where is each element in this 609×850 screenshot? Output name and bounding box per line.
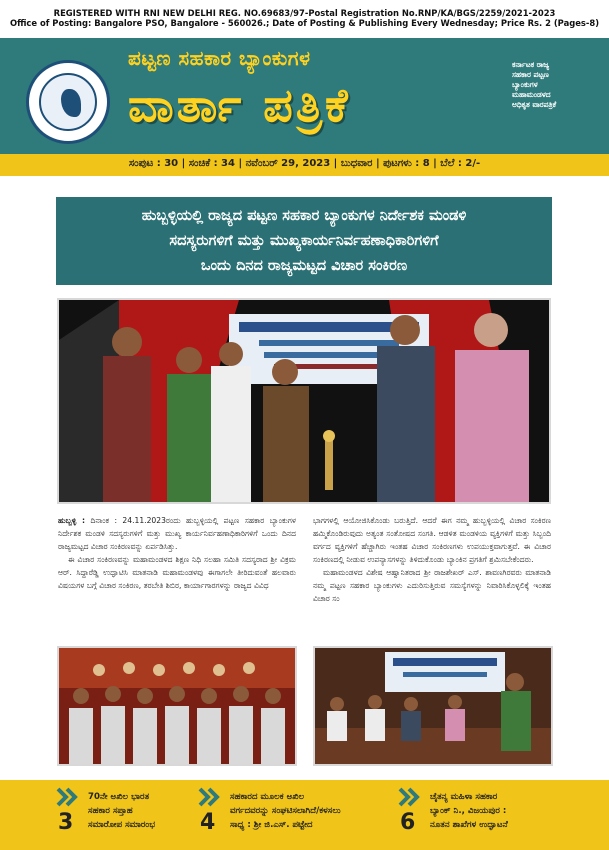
article-paragraph: ಮಹಾಮಂಡಳದ ವಿಶೇಷ ಆಹ್ವಾನಿತರಾದ ಶ್ರೀ ರಾಜಶೇಖರ್ ಎಸ್. ಶಾವಣಗಿರವರು ಮಾತನಾಡಿ ನಮ್ಮ ಪಟ್ಟಣ ಸಹಕಾರ ಬ್ಯಾಂಕುಗಳು ಎದುರಿಸುತ್ತಿರುವ ಸಮಸ್ಯೆಗಳನ್ನು ನಿವಾರಿಸಿಕೊಳ್ಳಲಿಕ್ಕೆ ಇಂತಹ ವಿಚಾರ ಸಂ (313, 568, 551, 603)
footer-item-line: ಸಮಾರೋಪ ಸಮಾರಂಭ (88, 820, 156, 830)
footer-item-line: 70ನೇ ಅಖಿಲ ಭಾರತ (88, 792, 150, 802)
masthead-subtitle: ಪಟ್ಟಣ ಸಹಕಾರ ಬ್ಯಾಂಕುಗಳ (128, 46, 311, 70)
chevron-right-icon (56, 787, 80, 807)
dais-photo (313, 646, 553, 766)
chevron-right-icon (198, 787, 222, 807)
footer-item-line: ನೂತನ ಶಾಖೆಗಳ ಉದ್ಘಾಟನೆ (430, 820, 508, 830)
article-column-left (58, 514, 296, 592)
speaker-dais-photo (315, 648, 551, 764)
federation-seal-logo (26, 60, 110, 144)
footer-item-line: ಸಹಕಾರ ಸಪ್ತಾಹ (88, 806, 133, 816)
footer-item-line: ಸಾಧ್ಯ : ಶ್ರೀ ಜಿ.ಎಸ್. ಪಟ್ಟೇದ (230, 820, 313, 830)
article-paragraph: ಭಾಗಗಳಲ್ಲಿ ಆಯೋಜಿಸಿಕೊಂಡು ಬರುತ್ತಿದೆ. ಆದರೆ ಈಗ ನಮ್ಮ ಹುಬ್ಬಳ್ಳಿಯಲ್ಲಿ ವಿಚಾರ ಸಂಕಿರಣ ಹಮ್ಮಿಕೊಂಡಿರುವುದು ಅತ್ಯಂತ ಸಂತೋಷದ ಸಂಗತಿ. ಆಡಳಿತ ಮಂಡಳಿಯ ವ್ಯಕ್ತಿಗಳಿಗೆ ಮತ್ತು ಸಿಬ್ಬಂದಿ ವರ್ಗದ ವ್ಯಕ್ತಿಗಳಿಗೆ ಹೆಚ್ಚಾಗಿರು ಇಂತಹ ವಿಚಾರ ಸಂಕಿರಣಗಳು ಉಪಯುಕ್ತವಾಗುತ್ತವೆ. ಈ ವಿಚಾರ ಸಂಕಿರಣದಲ್ಲಿ ನೀಡುವ ಉಪನ್ಯಾಸಗಳನ್ನು ತಿಳಿದುಕೊಂಡು ಬ್ಯಾಂಕಿನ ಪ್ರಗತಿಗೆ ಶ್ರಮಿಸಬೇಕೆಂದರು. (313, 516, 551, 564)
footer-item-line: ವರ್ಗದವರನ್ನು ಸಂಘಟಿಸಲಾಗಿದೆ/ಕಳಸಲು (230, 806, 341, 816)
masthead-title: ವಾರ್ತಾ ಪತ್ರಿಕೆ (128, 78, 351, 132)
footer-item-page-number: 4 (200, 810, 216, 835)
chevron-right-icon (398, 787, 422, 807)
masthead-side-note (512, 60, 604, 110)
seal-inner-circle (39, 73, 97, 131)
registration-line-2: Office of Posting: Bangalore PSO, Bangalore - 560026.; Date of Posting & Publishing Every Wednesday; Price Rs. 2 (Pages-8) (9, 18, 600, 28)
footer-item-page-number: 3 (58, 810, 74, 835)
footer-item-line: ಸಹಕಾರದ ಮೂಲಕ ಅಖಿಲ (230, 792, 305, 802)
headline-line-3: ಒಂದು ದಿನದ ರಾಜ್ಯಮಟ್ಟದ ವಿಚಾರ ಸಂಕಿರಣ (200, 258, 408, 274)
article-column-right (313, 514, 551, 605)
article-paragraph: ಈ ವಿಚಾರ ಸಂಕಿರಣವನ್ನು ಮಹಾಮಂಡಳದ ಶಿಕ್ಷಣ ನಿಧಿ ಸಲಹಾ ಸಮಿತಿ ಸದಸ್ಯರಾದ ಶ್ರೀ ವಿಕ್ರಮ ಆರ್. ಸಿದ್ದಾರೆಡ್ಡಿ ಉದ್ಘಾಟಿಸಿ ಮಾತನಾಡಿ ಮಹಾಮಂಡಳವು ಈಗಾಗಲೇ ತೀರಿದುವಂತೆ ಹಲವಾರು ವಿಷಯಗಳ ಬಗ್ಗೆ ವಿಚಾರ ಸಂಕಿರಣ, ತರಬೇತಿ ಶಿಬಿರ, ಕಾರ್ಯಾಗಾರಗಳನ್ನು ರಾಜ್ಯದ ವಿವಿಧ (58, 555, 296, 590)
registration-line-1: REGISTERED WITH RNI NEW DELHI REG. NO.69683/97-Postal Registration No.RNP/KA/BGS/2259/2021-2023 (53, 8, 556, 18)
main-event-photo (57, 298, 551, 504)
footer-item-line: ಬ್ಯಾಂಕ್ ನಿ., ವಿಜಯಪುರ : (430, 806, 507, 816)
headline-line-1: ಹುಬ್ಬಳ್ಳಿಯಲ್ಲಿ ರಾಜ್ಯದ ಪಟ್ಟಣ ಸಹಕಾರ ಬ್ಯಾಂಕುಗಳ ನಿರ್ದೇಶಕ ಮಂಡಳಿ (141, 208, 467, 224)
registration-header (0, 8, 609, 28)
article-dateline: ಹುಬ್ಬಳ್ಳಿ : (58, 516, 85, 525)
footer-item-page-number: 6 (400, 810, 416, 835)
issue-info-text: ಸಂಪುಟ : 30 | ಸಂಚಿಕೆ : 34 | ನವೆಂಬರ್ 29, 2023 | ಬುಧವಾರ | ಪುಟಗಳು : 8 | ಬೆಲೆ : 2/- (128, 158, 481, 169)
side-note-line: ಅಧಿಕೃತ ವಾರಪತ್ರಿಕೆ (512, 100, 557, 109)
side-note-line: ಕರ್ನಾಟಕ ರಾಜ್ಯ (512, 60, 550, 69)
footer-item-line: ಚೈತನ್ಯ ಮಹಿಳಾ ಸಹಕಾರ (430, 792, 498, 802)
side-note-line: ಬ್ಯಾಂಕುಗಳ (512, 80, 538, 89)
karnataka-map-icon (61, 89, 81, 117)
lamp-lighting-photo (59, 300, 549, 502)
article-paragraph (58, 514, 296, 553)
footer-item-3[interactable] (430, 790, 600, 832)
audience-seated-photo (59, 648, 295, 764)
side-note-line: ಸಹಕಾರ ಪಟ್ಟಣ (512, 70, 549, 79)
footer-item-2[interactable] (230, 790, 394, 832)
side-note-line: ಮಹಾಮಂಡಳದ (512, 90, 551, 99)
headline-line-2: ಸದಸ್ಯರುಗಳಿಗೆ ಮತ್ತು ಮುಖ್ಯಕಾರ್ಯನಿರ್ವಹಣಾಧಿಕಾರಿಗಳಿಗೆ (169, 233, 439, 249)
article-paragraph-text: ದಿನಾಂಕ : 24.11.2023ರಂದು ಹುಬ್ಬಳ್ಳಿಯಲ್ಲಿ ಪಟ್ಟಣ ಸಹಕಾರ ಬ್ಯಾಂಕುಗಳ ನಿರ್ದೇಶಕ ಮಂಡಳಿ ಸದಸ್ಯರುಗಳಿಗೆ ಮತ್ತು ಮುಖ್ಯ ಕಾರ್ಯನಿರ್ವಹಣಾಧಿಕಾರಿಗಳಿಗೆ ಒಂದು ದಿನದ ರಾಜ್ಯಮಟ್ಟದ ವಿಚಾರ ಸಂಕಿರಣವನ್ನು ಏರ್ಪಡಿಸಿತ್ತು. (58, 516, 297, 551)
audience-photo (57, 646, 297, 766)
